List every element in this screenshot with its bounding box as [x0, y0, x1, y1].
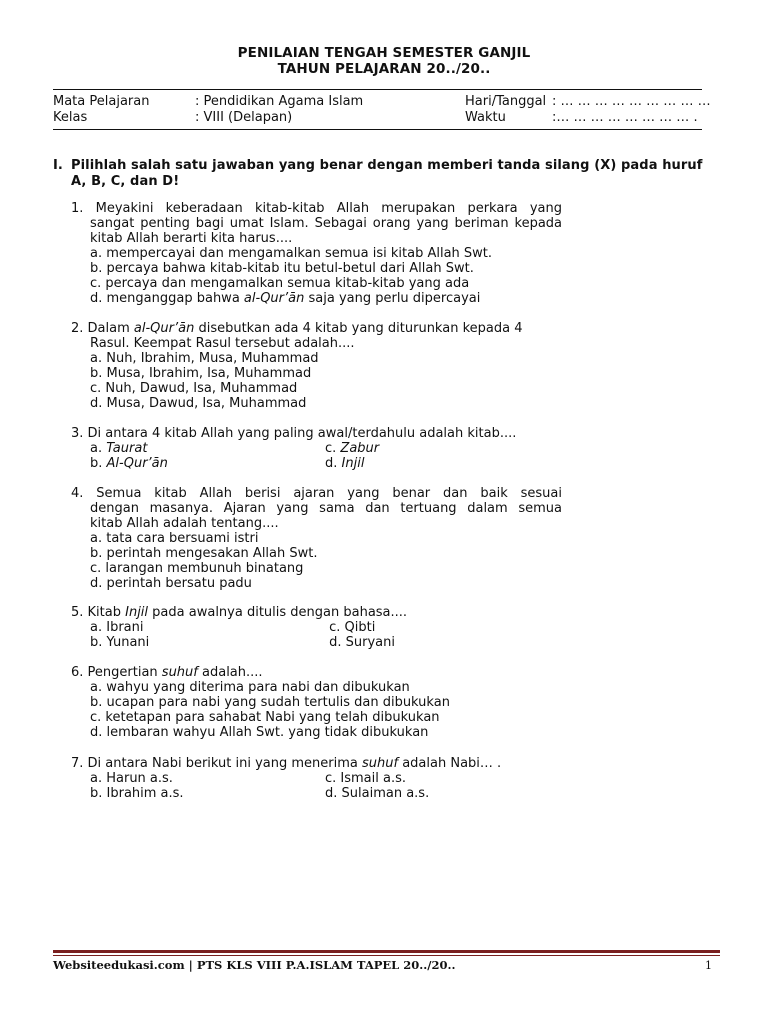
question-4-stem: kitab Allah adalah tentang.... — [90, 516, 279, 531]
time-label: Waktu — [465, 110, 506, 125]
info-top-rule — [53, 89, 702, 90]
question-1-option-a: a. mempercayai dan mengamalkan semua isi kitab Allah Swt. — [90, 246, 493, 261]
question-2-option-a: a. Nuh, Ibrahim, Musa, Muhammad — [90, 351, 319, 366]
question-7-option-c: c. Ismail a.s. — [325, 771, 407, 786]
question-1 — [71, 201, 562, 306]
subject-value: : Pendidikan Agama Islam — [195, 94, 364, 109]
question-7-option-b: b. Ibrahim a.s. — [90, 786, 184, 801]
question-6-stem: 6. Pengertian suhuf adalah.... — [71, 665, 263, 680]
question-7 — [71, 756, 501, 801]
question-3-options-row — [71, 456, 516, 471]
class-label: Kelas — [53, 110, 88, 125]
question-5 — [71, 605, 407, 650]
day-date-value: : … … … … … … … … … — [552, 94, 711, 109]
question-7-stem: 7. Di antara Nabi berikut ini yang menerima suhuf adalah Nabi… . — [71, 756, 502, 771]
question-1-option-b: b. percaya bahwa kitab-kitab itu betul-betul dari Allah Swt. — [90, 261, 474, 276]
question-2-option-b: b. Musa, Ibrahim, Isa, Muhammad — [90, 366, 312, 381]
question-4-stem: 4. Semua kitab Allah berisi ajaran yang benar dan baik sesuai — [71, 486, 562, 501]
question-3-option-a: a. Taurat — [90, 441, 148, 456]
question-7-options-row — [71, 786, 501, 801]
question-5-options-row — [71, 620, 407, 635]
class-value: : VIII (Delapan) — [195, 110, 293, 125]
question-2-stem: Rasul. Keempat Rasul tersebut adalah.... — [90, 336, 355, 351]
question-5-stem: 5. Kitab Injil pada awalnya ditulis dengan bahasa.... — [71, 605, 408, 620]
day-date-label: Hari/Tanggal — [465, 94, 547, 109]
time-value: :… … … … … … … … . — [552, 110, 698, 125]
question-3-option-d: d. Injil — [325, 456, 365, 471]
question-4-option-b: b. perintah mengesakan Allah Swt. — [90, 546, 318, 561]
question-4 — [71, 486, 562, 591]
subject-label: Mata Pelajaran — [53, 94, 150, 109]
footer-rule-thin — [53, 955, 720, 956]
question-1-stem: kitab Allah berarti kita harus.... — [90, 231, 293, 246]
question-7-option-a: a. Harun a.s. — [90, 771, 173, 786]
question-7-options-row — [71, 771, 501, 786]
question-7-option-d: d. Sulaiman a.s. — [325, 786, 430, 801]
question-1-option-c: c. percaya dan mengamalkan semua kitab-kitab yang ada — [90, 276, 470, 291]
question-1-option-d: d. menganggap bahwa al-Qur’ān saja yang perlu dipercayai — [90, 291, 481, 306]
question-6-option-a: a. wahyu yang diterima para nabi dan dibukukan — [90, 680, 410, 695]
page-number: 1 — [705, 959, 712, 972]
question-6-option-b: b. ucapan para nabi yang sudah tertulis dan dibukukan — [90, 695, 450, 710]
question-3-option-c: c. Zabur — [325, 441, 380, 456]
question-2-option-d: d. Musa, Dawud, Isa, Muhammad — [90, 396, 307, 411]
question-5-option-b: b. Yunani — [90, 635, 150, 650]
info-bottom-rule — [53, 129, 702, 130]
section-instruction: Pilihlah salah satu jawaban yang benar dengan memberi tanda silang (X) pada huruf A, B, C, dan D! — [71, 158, 703, 189]
question-5-options-row — [71, 635, 407, 650]
question-6 — [71, 665, 450, 740]
question-3 — [71, 426, 516, 471]
question-4-stem: dengan masanya. Ajaran yang sama dan tertuang dalam semua — [90, 501, 562, 516]
question-1-stem: sangat penting bagi umat Islam. Sebagai orang yang beriman kepada — [90, 216, 562, 231]
question-1-stem: 1. Meyakini keberadaan kitab-kitab Allah merupakan perkara yang — [71, 201, 562, 216]
question-5-option-c: c. Qibti — [325, 620, 376, 635]
question-4-option-d: d. perintah bersatu padu — [90, 576, 252, 591]
exam-title: PENILAIAN TENGAH SEMESTER GANJIL — [237, 45, 531, 61]
question-3-option-b: b. Al-Qur’ān — [90, 456, 168, 471]
question-2 — [71, 321, 522, 411]
question-5-option-d: d. Suryani — [325, 635, 395, 650]
footer-text: Websiteedukasi.com | PTS KLS VIII P.A.ISLAM TAPEL 20../20.. — [53, 958, 456, 972]
question-3-stem: 3. Di antara 4 kitab Allah yang paling awal/terdahulu adalah kitab.... — [71, 426, 517, 441]
section-number: I. — [53, 158, 63, 173]
question-4-option-a: a. tata cara bersuami istri — [90, 531, 259, 546]
academic-year-title: TAHUN PELAJARAN 20../20.. — [277, 61, 491, 77]
question-2-stem: 2. Dalam al-Qur’ān disebutkan ada 4 kitab yang diturunkan kepada 4 — [71, 321, 523, 336]
footer-rule-thick — [53, 950, 720, 953]
question-3-options-row — [71, 441, 516, 456]
question-4-option-c: c. larangan membunuh binatang — [90, 561, 304, 576]
question-6-option-c: c. ketetapan para sahabat Nabi yang telah dibukukan — [90, 710, 440, 725]
question-5-option-a: a. Ibrani — [90, 620, 144, 635]
question-6-option-d: d. lembaran wahyu Allah Swt. yang tidak dibukukan — [90, 725, 429, 740]
question-2-option-c: c. Nuh, Dawud, Isa, Muhammad — [90, 381, 298, 396]
